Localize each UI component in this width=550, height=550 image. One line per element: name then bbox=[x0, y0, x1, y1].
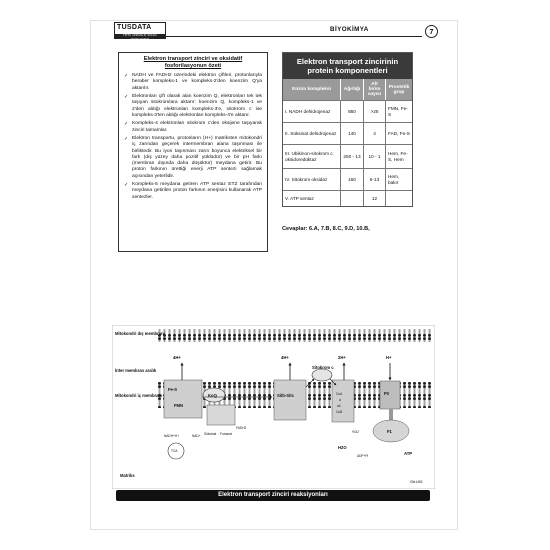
a3-label: a3 bbox=[337, 404, 341, 408]
table-row bbox=[283, 122, 412, 144]
a-label: a bbox=[339, 398, 341, 402]
figure-code: 03e1453 bbox=[410, 480, 423, 484]
header-cell: Alt birim sayısı bbox=[364, 79, 386, 100]
table-cell: 12 bbox=[364, 191, 386, 206]
inner-membrane-label: Mitokondri iç membranı bbox=[115, 393, 163, 398]
header-cell: Ağırlığı bbox=[341, 79, 364, 100]
bullet-text: Elektron transportu, protonların (H+) matriksten mitokondri iç zarından geçerek intermembran alana taşınması ile birliktedir. Bu iyon taşınması zarın boyunca elektriksel bir fark (dış yüzey daha pozitif yüklüdür) ve bir pH farkı (membran dışında daha düşüktür) meydana getirir. Bu proton farkının ürettiği enerji ATP sentezi sağlamak açısından yeterlidir. bbox=[132, 136, 262, 179]
summary-bullet bbox=[124, 182, 262, 201]
succinate-label: Süksinat bbox=[204, 432, 217, 436]
matrix-label: Matriks bbox=[120, 473, 135, 478]
summary-bullet bbox=[124, 121, 262, 134]
header-cell: Prostetik grup bbox=[388, 84, 410, 95]
bullet-text: Kompleks-5 meydana getiren ATP sentaz ETZ tarafından meydana getirilen proton farkının enerjisini kullanarak ATP sentezler. bbox=[132, 182, 262, 200]
header-cell: Enzim kompleksi bbox=[283, 79, 341, 100]
bullet-text: NADH ve FADH2 üzerindeki elektron çiftleri, protonlarıyla beraber kompleks-1 ve kompleks-2'den koenzim Q'ya aktarılır. bbox=[132, 73, 262, 91]
logo-subtitle: DERSHANESI bbox=[115, 34, 165, 38]
o2-label: ½O2 bbox=[352, 430, 359, 434]
cua-label: CuA bbox=[336, 392, 343, 396]
check-icon: ✓ bbox=[124, 136, 129, 143]
etc-diagram bbox=[112, 325, 435, 489]
f0-label: F0 bbox=[384, 391, 389, 396]
table-cell: FMN, Fe-S bbox=[388, 105, 408, 117]
logo-name: TUSDATA bbox=[117, 24, 152, 31]
complex-3 bbox=[274, 380, 306, 420]
summary-title: Elektron transport zinciri ve oksidatif fosforilasyonun özeti bbox=[143, 56, 243, 69]
table-cell bbox=[386, 191, 412, 206]
fes-label: Fe-S bbox=[168, 387, 178, 392]
fumarate-label: Fumarat bbox=[220, 432, 232, 436]
table-cell: III. Ubikinon-sitokrom c oksidoredüktaz bbox=[283, 145, 341, 168]
table-row bbox=[283, 168, 412, 190]
table-cell: 850 bbox=[341, 101, 364, 122]
table-cell: FAD, Fe-S bbox=[388, 130, 410, 136]
table-cell: 160 bbox=[341, 169, 364, 190]
check-icon: ✓ bbox=[124, 121, 129, 128]
protein-components-table bbox=[282, 52, 413, 207]
table-cell: 6-13 bbox=[364, 169, 386, 190]
check-icon: ✓ bbox=[124, 73, 129, 79]
page-number: 7 bbox=[425, 25, 438, 38]
table-cell: V. ATP sentaz bbox=[283, 191, 341, 206]
outer-membrane-label: Mitokondri dış membranı bbox=[115, 331, 165, 336]
table-row bbox=[283, 100, 412, 122]
table-cell: >25 bbox=[364, 101, 386, 122]
outer-membrane bbox=[157, 329, 431, 342]
nadh-label: NADH+H+ bbox=[164, 434, 180, 438]
table-cell: 140 bbox=[341, 123, 364, 144]
tca-label: TCA bbox=[171, 449, 178, 453]
bullet-text: Kompleks-4 elektronları sitokrom c'den oksijene taşıyarak zinciri tamamlar. bbox=[132, 121, 262, 133]
table-cell: I. NADH dehidrojenaz bbox=[283, 101, 341, 122]
check-icon: ✓ bbox=[124, 182, 129, 189]
table-row bbox=[283, 190, 412, 206]
table-title: Elektron transport zincirinin protein komponentleri bbox=[283, 53, 412, 79]
summary-bullet bbox=[124, 94, 262, 119]
table-header bbox=[283, 79, 412, 100]
fmn-label: FMN bbox=[174, 403, 184, 408]
fadh2-label: FADH2 bbox=[236, 426, 247, 430]
cyt-c-label: Sitokrom c bbox=[312, 365, 334, 370]
atp-synthase-stalk bbox=[389, 409, 393, 421]
h4-label-1: 4H+ bbox=[173, 355, 181, 360]
complex-4 bbox=[332, 380, 354, 422]
subject-title: BİYOKİMYA bbox=[330, 26, 369, 33]
table-cell bbox=[341, 191, 364, 206]
check-icon: ✓ bbox=[124, 94, 129, 101]
adp-label: ADP+Pi bbox=[357, 454, 369, 458]
table-cell: IV. Sitokrom oksidaz bbox=[283, 169, 341, 190]
koq-label: KoQ bbox=[208, 393, 217, 398]
complex-1 bbox=[164, 380, 202, 418]
table-cell: 250 - 13 bbox=[341, 145, 364, 168]
cytochrome-c bbox=[312, 369, 332, 381]
table-cell: 4 bbox=[364, 123, 386, 144]
header-rule bbox=[118, 36, 422, 37]
atp-label: ATP bbox=[404, 451, 413, 456]
table-cell: II. Süksinat dehidrojenaz bbox=[283, 123, 341, 144]
cyt-b-label: Sitb-Sitc bbox=[277, 393, 294, 398]
table-row bbox=[283, 144, 412, 168]
f1-label: F1 bbox=[387, 429, 392, 434]
summary-box bbox=[118, 52, 268, 252]
figure-caption: Elektron transport zinciri reaksiyonları bbox=[116, 490, 430, 501]
cub-label: CuB bbox=[336, 410, 343, 414]
h2o-label: H2O bbox=[338, 445, 347, 450]
intermembrane-label: İnter membran aralık bbox=[115, 368, 157, 373]
answer-key: Cevaplar: 6.A, 7.B, 8.C, 9.D, 10.B, bbox=[282, 226, 370, 232]
summary-bullet bbox=[124, 136, 262, 180]
complex-2 bbox=[207, 405, 235, 425]
table-cell: Hem, Fe-S, Hem bbox=[388, 150, 408, 162]
table-cell: 10 - 1 bbox=[364, 145, 386, 168]
summary-bullet bbox=[124, 73, 262, 92]
h4-label-3: 4H+ bbox=[281, 355, 289, 360]
h2-label: 2H+ bbox=[338, 355, 346, 360]
bullet-text: Elektronları çift olarak alan koenzim Q, elektronları tek tek taşıyan sitokromlara aktarır: koenzim Q, kompleks-1 ve 2'den aldığı elektronları kompleks-3'e, sitokrom c ise kompleks-3'ten aldığı elektronları kompleks-4'e aktarır. bbox=[132, 94, 262, 118]
nad-label: NAD+ bbox=[192, 434, 201, 438]
atp-synthase-f0 bbox=[380, 381, 400, 409]
table-cell: Hem, bakır bbox=[388, 173, 400, 185]
h-label: H+ bbox=[386, 355, 392, 360]
